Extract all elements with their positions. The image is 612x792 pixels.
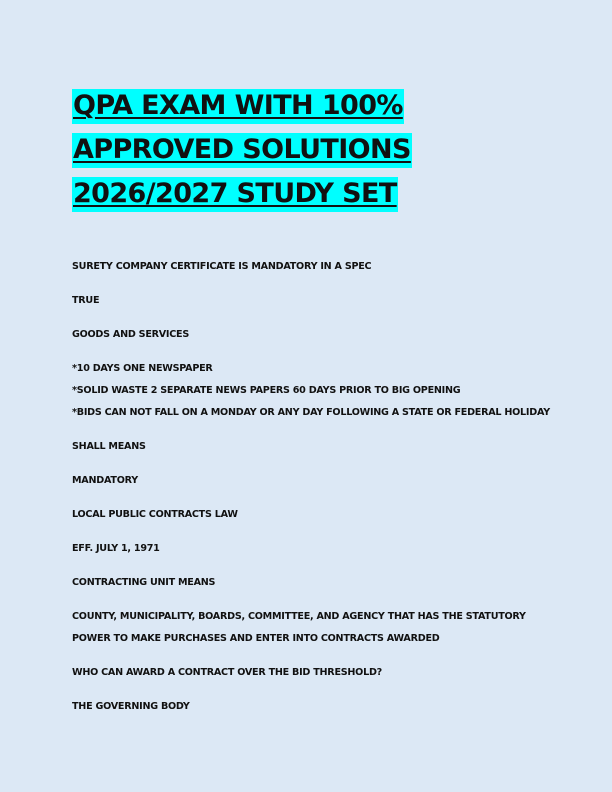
paragraph <box>72 538 552 560</box>
paragraph <box>72 358 552 424</box>
title-line-text: QPA EXAM WITH 100% <box>72 89 404 124</box>
paragraph-line: TRUE <box>72 295 100 306</box>
paragraph-line: SHALL MEANS <box>72 441 146 452</box>
paragraph-line: LOCAL PUBLIC CONTRACTS LAW <box>72 509 238 520</box>
paragraph-line: *BIDS CAN NOT FALL ON A MONDAY OR ANY DAY FOLLOWING A STATE OR FEDERAL HOLIDAY <box>72 407 550 418</box>
paragraph-line: THE GOVERNING BODY <box>72 701 190 712</box>
paragraph-line: CONTRACTING UNIT MEANS <box>72 577 216 588</box>
paragraph-line: *SOLID WASTE 2 SEPARATE NEWS PAPERS 60 DAYS PRIOR TO BIG OPENING <box>72 385 461 396</box>
paragraph <box>72 504 552 526</box>
paragraph-line: GOODS AND SERVICES <box>72 329 190 340</box>
title-line <box>72 172 532 216</box>
paragraph <box>72 470 552 492</box>
paragraph <box>72 436 552 458</box>
title-line <box>72 128 532 172</box>
title-line-text: APPROVED SOLUTIONS <box>72 133 412 168</box>
document-title <box>72 84 532 216</box>
document-body <box>72 256 552 730</box>
paragraph-line: MANDATORY <box>72 475 138 486</box>
title-line-text: 2026/2027 STUDY SET <box>72 177 398 212</box>
title-line <box>72 84 532 128</box>
paragraph-line: *10 DAYS ONE NEWSPAPER <box>72 363 213 374</box>
paragraph-line: SURETY COMPANY CERTIFICATE IS MANDATORY IN A SPEC <box>72 261 372 272</box>
paragraph-line: WHO CAN AWARD A CONTRACT OVER THE BID THRESHOLD? <box>72 667 382 678</box>
paragraph <box>72 572 552 594</box>
paragraph-line: POWER TO MAKE PURCHASES AND ENTER INTO CONTRACTS AWARDED <box>72 633 440 644</box>
paragraph <box>72 606 552 650</box>
paragraph <box>72 662 552 684</box>
paragraph <box>72 324 552 346</box>
paragraph <box>72 290 552 312</box>
paragraph <box>72 256 552 278</box>
paragraph <box>72 696 552 718</box>
paragraph-line: EFF. JULY 1, 1971 <box>72 543 160 554</box>
paragraph-line: COUNTY, MUNICIPALITY, BOARDS, COMMITTEE, AND AGENCY THAT HAS THE STATUTORY <box>72 611 526 622</box>
